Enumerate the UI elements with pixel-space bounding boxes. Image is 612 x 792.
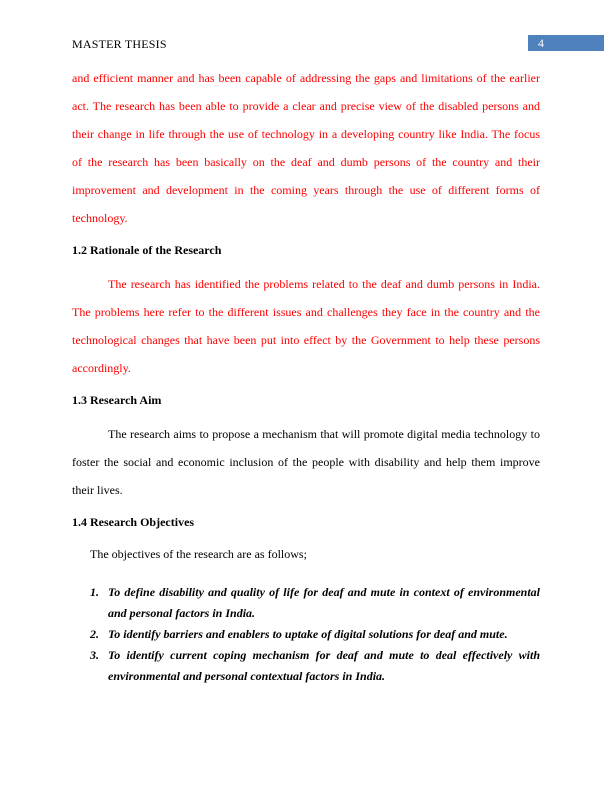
heading-aim: 1.3 Research Aim — [72, 393, 162, 407]
paragraph-aim: The research aims to propose a mechanism that will promote digital media technology to foster the social and economic inclusion of the people with disability and help them improve their lives. — [72, 427, 540, 497]
objectives-list — [72, 582, 540, 687]
document-body — [72, 64, 540, 687]
heading-rationale: 1.2 Rationale of the Research — [72, 243, 222, 257]
list-item-number: 3. — [90, 648, 99, 662]
header-title: MASTER THESIS — [72, 37, 167, 51]
paragraph-continuation: and efficient manner and has been capable of addressing the gaps and limitations of the earlier act. The research has been able to provide a clear and precise view of the disabled persons and their change in life through the use of technology in a developing country like India. The focus of the research has been basically on the deaf and dumb persons of the country and their improvement and development in the coming years through the use of different forms of technology. — [72, 71, 540, 225]
objectives-intro: The objectives of the research are as follows; — [90, 547, 307, 561]
list-item-number: 1. — [90, 585, 99, 599]
list-item — [72, 624, 540, 645]
list-item-text: To identify current coping mechanism for deaf and mute to deal effectively with environmental and personal contextual factors in India. — [108, 648, 540, 683]
list-item — [72, 582, 540, 624]
list-item — [72, 645, 540, 687]
list-item-number: 2. — [90, 627, 99, 641]
list-item-text: To identify barriers and enablers to uptake of digital solutions for deaf and mute. — [108, 627, 508, 641]
page-number: 4 — [528, 35, 604, 51]
heading-objectives: 1.4 Research Objectives — [72, 515, 195, 529]
list-item-text: To define disability and quality of life for deaf and mute in context of environmental and personal factors in India. — [108, 585, 540, 620]
paragraph-rationale: The research has identified the problems related to the deaf and dumb persons in India. The problems here refer to the different issues and challenges they face in the country and the technological changes that have been put into effect by the Government to help these persons accordingly. — [72, 277, 540, 375]
